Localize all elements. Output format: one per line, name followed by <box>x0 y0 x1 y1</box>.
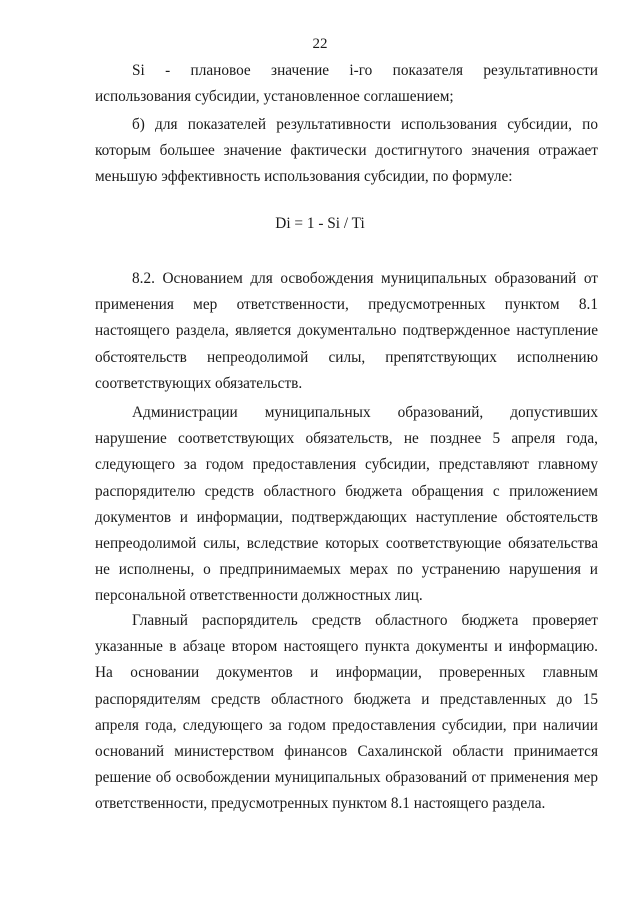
page-number: 22 <box>312 36 328 52</box>
text-block-main-distributor <box>95 608 598 818</box>
text-block-admin <box>95 400 598 610</box>
text-block-b <box>95 112 598 191</box>
paragraph-8-2: 8.2. Основанием для освобождения муниципальных образований от применения мер ответственности, предусмотренных пунктом 8.1 настоящего раздела, является документально подтвержденное наступление обстоятельств непреодолимой силы, препятствующих исполнению соответствующих обязательств. <box>95 270 598 392</box>
paragraph-b-formula-intro: б) для показателей результативности использования субсидии, по которым большее значение фактически достигнутого значения отражает меньшую эффективность использования субсидии, по формуле: <box>95 116 598 186</box>
formula: Di = 1 - Si / Ti <box>275 215 365 232</box>
text-block-si <box>95 58 598 110</box>
paragraph-administrations: Администрации муниципальных образований, допустивших нарушение соответствующих обязательств, не позднее 5 апреля года, следующего за годом предоставления субсидии, представляют главному распорядителю средств областного бюджета обращения с приложением документов и информации, подтверждающих наступление обстоятельств непреодолимой силы, вследствие которых соответствующие обязательства не исполнены, о предпринимаемых мерах по устранению нарушения и персональной ответственности должностных лиц. <box>95 404 598 605</box>
paragraph-si-definition: Si - плановое значение i-го показателя результативности использования субсидии, установленное соглашением; <box>95 62 598 106</box>
text-block-8-2 <box>95 266 598 397</box>
paragraph-main-distributor: Главный распорядитель средств областного бюджета проверяет указанные в абзаце втором настоящего пункта документы и информацию. На основании документов и информации, проверенных главным распорядителям средств областного бюджета и представленных до 15 апреля года, следующего за годом предоставления субсидии, при наличии оснований министерством финансов Сахалинской области принимается решение об освобождении муниципальных образований от применения мер ответственности, предусмотренных пунктом 8.1 настоящего раздела. <box>95 612 598 813</box>
